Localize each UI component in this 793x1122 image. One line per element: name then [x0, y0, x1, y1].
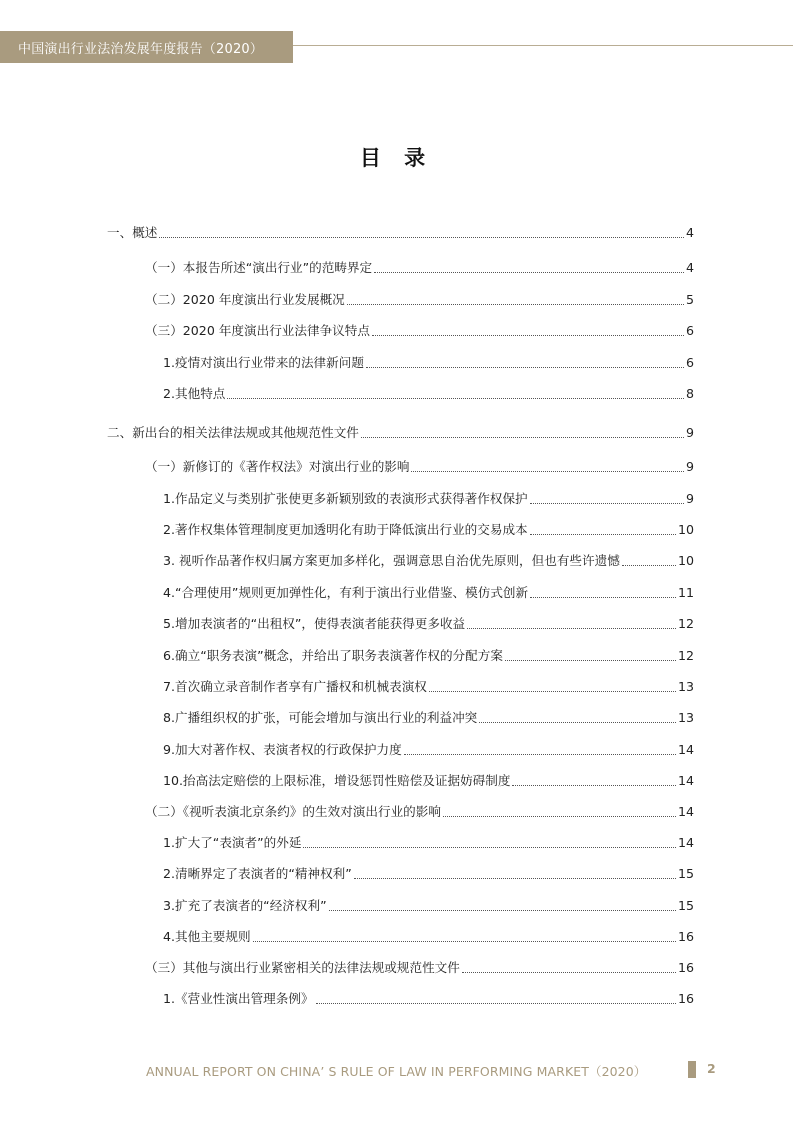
toc-entry-page: 11 — [677, 585, 694, 600]
toc-entry[interactable] — [163, 737, 694, 759]
toc-entry[interactable] — [163, 350, 694, 372]
toc-leader-dots — [443, 815, 676, 817]
toc-entry-page: 6 — [685, 323, 694, 338]
toc-entry-page: 10 — [677, 522, 694, 537]
toc-entry-page: 5 — [685, 292, 694, 307]
toc-entry[interactable] — [163, 986, 694, 1008]
toc-entry-page: 10 — [677, 553, 694, 568]
toc-entry-label: （一）本报告所述“演出行业”的范畴界定 — [145, 260, 373, 275]
toc-entry[interactable] — [163, 768, 694, 790]
toc-leader-dots — [429, 690, 676, 692]
toc-entry-page: 16 — [677, 929, 694, 944]
toc-entry-page: 6 — [685, 355, 694, 370]
toc-leader-dots — [159, 236, 684, 238]
toc-entry-page: 4 — [685, 260, 694, 275]
toc-leader-dots — [404, 753, 676, 755]
toc-entry-page: 13 — [677, 679, 694, 694]
toc-entry-label: 6.确立“职务表演”概念，并给出了职务表演著作权的分配方案 — [163, 648, 503, 663]
toc-entry-page: 12 — [677, 616, 694, 631]
toc-entry-label: 9.加大对著作权、表演者权的行政保护力度 — [163, 742, 402, 757]
toc-entry[interactable] — [163, 705, 694, 727]
toc-leader-dots — [512, 784, 676, 786]
toc-entry-page: 9 — [685, 459, 694, 474]
toc-leader-dots — [354, 877, 676, 879]
toc-leader-dots — [374, 271, 684, 273]
toc-entry-page: 15 — [677, 898, 694, 913]
toc-entry[interactable] — [163, 611, 694, 633]
footer-bar — [688, 1061, 696, 1078]
toc-entry-label: 4.“合理使用”规则更加弹性化，有利于演出行业借鉴、模仿式创新 — [163, 585, 529, 600]
page-title: 目 录 — [359, 146, 434, 170]
toc-entry[interactable] — [163, 861, 694, 883]
toc-leader-dots — [316, 1002, 676, 1004]
toc-entry-page: 4 — [685, 225, 694, 240]
toc-entry-label: （二）2020 年度演出行业发展概况 — [145, 292, 345, 307]
toc-entry-label: （二）《视听表演北京条约》的生效对演出行业的影响 — [145, 804, 441, 819]
toc-entry[interactable] — [163, 517, 694, 539]
toc-leader-dots — [462, 971, 676, 973]
toc-leader-dots — [411, 470, 684, 472]
toc-leader-dots — [479, 721, 676, 723]
toc-entry-label: 2.清晰界定了表演者的“精神权利” — [163, 866, 352, 881]
toc-entry[interactable] — [145, 287, 694, 309]
toc-entry-label: 3. 视听作品著作权归属方案更加多样化，强调意思自治优先原则，但也有些许遗憾 — [163, 553, 620, 568]
toc-leader-dots — [530, 533, 676, 535]
toc-entry[interactable] — [163, 830, 694, 852]
toc-entry[interactable] — [163, 674, 694, 696]
toc-leader-dots — [530, 596, 676, 598]
toc-leader-dots — [303, 846, 676, 848]
toc-entry-label: 二、新出台的相关法律法规或其他规范性文件 — [107, 425, 359, 440]
toc-entry-label: 4.其他主要规则 — [163, 929, 251, 944]
toc-entry-page: 16 — [677, 991, 694, 1006]
toc-entry-label: 7.首次确立录音制作者享有广播权和机械表演权 — [163, 679, 427, 694]
toc-entry[interactable] — [107, 220, 694, 242]
toc-entry[interactable] — [145, 955, 694, 977]
toc-entry-label: （三）2020 年度演出行业法律争议特点 — [145, 323, 370, 338]
toc-entry-page: 14 — [677, 804, 694, 819]
toc-leader-dots — [505, 659, 676, 661]
toc-entry-label: 3.扩充了表演者的“经济权利” — [163, 898, 327, 913]
toc-entry-page: 15 — [677, 866, 694, 881]
toc-entry[interactable] — [145, 318, 694, 340]
toc-leader-dots — [253, 940, 676, 942]
toc-leader-dots — [467, 627, 676, 629]
toc-entry[interactable] — [163, 893, 694, 915]
toc-entry-label: 一、概述 — [107, 225, 158, 240]
toc-entry-label: 2.其他特点 — [163, 386, 226, 401]
toc-entry[interactable] — [145, 255, 694, 277]
toc-entry-label: 10.抬高法定赔偿的上限标准，增设惩罚性赔偿及证据妨碍制度 — [163, 773, 511, 788]
toc-entry-label: 1.《营业性演出管理条例》 — [163, 991, 314, 1006]
toc-entry-label: 1.扩大了“表演者”的外延 — [163, 835, 302, 850]
footer-text: ANNUAL REPORT ON CHINA’ S RULE OF LAW IN PERFORMING MARKET（2020） — [146, 1064, 647, 1079]
toc-leader-dots — [366, 366, 684, 368]
toc-entry[interactable] — [163, 643, 694, 665]
footer-page-number: 2 — [707, 1061, 716, 1076]
toc-entry-page: 14 — [677, 835, 694, 850]
toc-entry[interactable] — [163, 580, 694, 602]
toc-entry[interactable] — [163, 548, 694, 570]
toc-entry-page: 13 — [677, 710, 694, 725]
toc-leader-dots — [347, 303, 684, 305]
toc-entry-label: （一）新修订的《著作权法》对演出行业的影响 — [145, 459, 410, 474]
toc-leader-dots — [622, 564, 676, 566]
toc-leader-dots — [227, 397, 684, 399]
toc-leader-dots — [361, 436, 684, 438]
toc-entry-page: 9 — [685, 491, 694, 506]
toc-entry-page: 12 — [677, 648, 694, 663]
toc-entry[interactable] — [163, 381, 694, 403]
toc-entry[interactable] — [163, 924, 694, 946]
toc-entry-label: 1.疫情对演出行业带来的法律新问题 — [163, 355, 364, 370]
toc-leader-dots — [530, 502, 684, 504]
toc-entry[interactable] — [145, 454, 694, 476]
toc-entry-label: （三）其他与演出行业紧密相关的法律法规或规范性文件 — [145, 960, 460, 975]
toc-entry-page: 16 — [677, 960, 694, 975]
toc-entry-label: 1.作品定义与类别扩张使更多新颖别致的表演形式获得著作权保护 — [163, 491, 528, 506]
toc-entry[interactable] — [163, 486, 694, 508]
toc-entry-page: 9 — [685, 425, 694, 440]
toc-entry[interactable] — [145, 799, 694, 821]
toc-entry-label: 8.广播组织权的扩张，可能会增加与演出行业的利益冲突 — [163, 710, 478, 725]
toc-leader-dots — [329, 909, 676, 911]
toc-entry-page: 8 — [685, 386, 694, 401]
toc-entry-label: 2.著作权集体管理制度更加透明化有助于降低演出行业的交易成本 — [163, 522, 528, 537]
header-title: 中国演出行业法治发展年度报告（2020） — [18, 41, 264, 57]
toc-leader-dots — [372, 334, 684, 336]
toc-entry[interactable] — [107, 420, 694, 442]
toc-entry-page: 14 — [677, 742, 694, 757]
toc-entry-label: 5.增加表演者的“出租权”，使得表演者能获得更多收益 — [163, 616, 466, 631]
toc-entry-page: 14 — [677, 773, 694, 788]
